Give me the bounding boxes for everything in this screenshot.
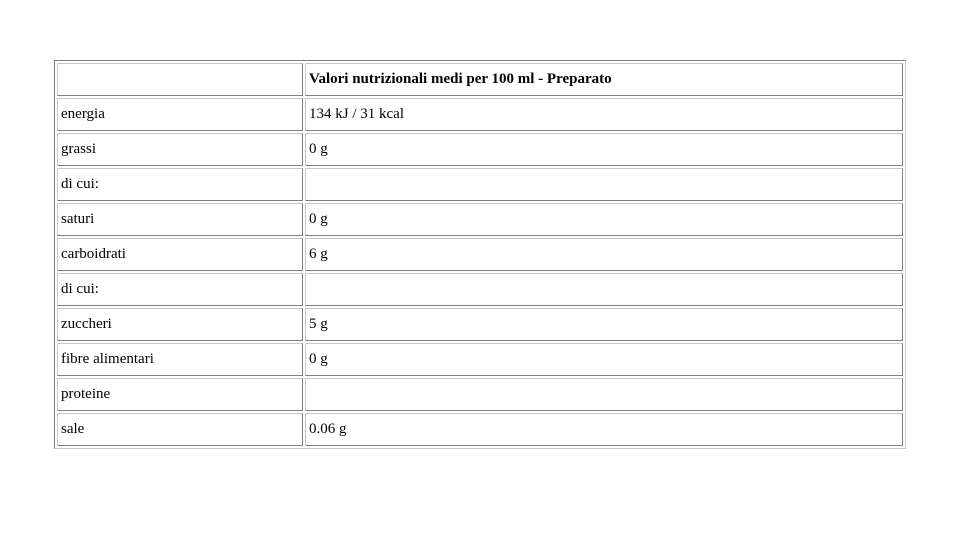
nutrient-label: fibre alimentari — [57, 343, 303, 376]
nutrition-table — [54, 60, 906, 449]
table-row — [57, 98, 903, 131]
table-row — [57, 308, 903, 341]
nutrient-value: 0 g — [305, 343, 903, 376]
nutrient-value: 134 kJ / 31 kcal — [305, 98, 903, 131]
table-row — [57, 133, 903, 166]
table-row — [57, 168, 903, 201]
nutrient-value: 6 g — [305, 238, 903, 271]
nutrient-value — [305, 378, 903, 411]
table-row — [57, 343, 903, 376]
nutrient-value: 5 g — [305, 308, 903, 341]
nutrient-label: di cui: — [57, 273, 303, 306]
nutrient-value: 0 g — [305, 133, 903, 166]
table-row — [57, 413, 903, 446]
table-header-row — [57, 63, 903, 96]
nutrient-value — [305, 273, 903, 306]
header-value-cell: Valori nutrizionali medi per 100 ml - Preparato — [305, 63, 903, 96]
nutrient-value: 0.06 g — [305, 413, 903, 446]
nutrient-label: sale — [57, 413, 303, 446]
table-row — [57, 273, 903, 306]
table-row — [57, 238, 903, 271]
nutrient-label: proteine — [57, 378, 303, 411]
table-row — [57, 378, 903, 411]
header-label-cell — [57, 63, 303, 96]
nutrient-label: energia — [57, 98, 303, 131]
nutrient-label: zuccheri — [57, 308, 303, 341]
nutrient-value: 0 g — [305, 203, 903, 236]
nutrient-label: saturi — [57, 203, 303, 236]
nutrient-label: grassi — [57, 133, 303, 166]
nutrient-label: carboidrati — [57, 238, 303, 271]
nutrient-label: di cui: — [57, 168, 303, 201]
nutrient-value — [305, 168, 903, 201]
table-row — [57, 203, 903, 236]
